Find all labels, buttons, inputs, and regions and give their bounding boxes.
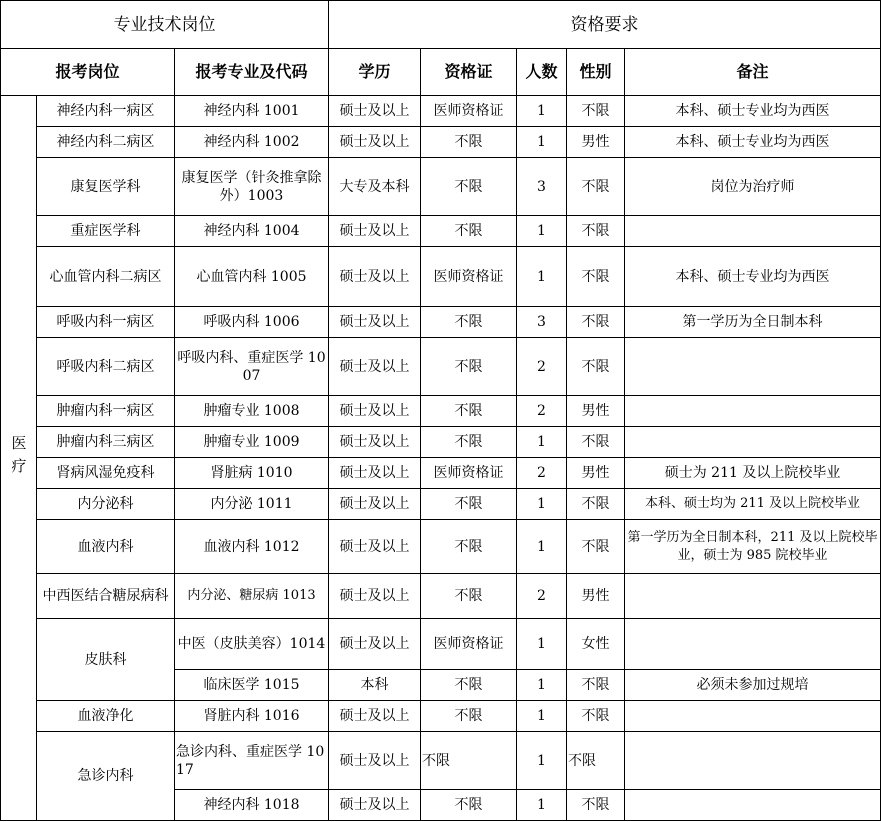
header-technical-positions: 专业技术岗位 [1,1,329,49]
count-cell: 1 [517,427,567,458]
major-cell: 内分泌、糖尿病 1013 [175,574,329,619]
certificate-cell: 不限 [421,790,517,821]
notes-cell [625,396,881,427]
education-cell: 硕士及以上 [329,574,421,619]
count-cell: 1 [517,732,567,790]
major-cell: 呼吸内科、重症医学 1007 [175,338,329,396]
gender-cell: 不限 [567,338,625,396]
major-cell: 康复医学（针灸推拿除外）1003 [175,158,329,216]
count-cell: 3 [517,158,567,216]
gender-cell: 男性 [567,458,625,489]
table-row [1,247,881,307]
position-cell: 皮肤科 [37,619,175,701]
certificate-cell: 医师资格证 [421,458,517,489]
certificate-cell: 不限 [421,127,517,158]
gender-cell: 不限 [567,701,625,732]
education-cell: 硕士及以上 [329,701,421,732]
major-cell: 神经内科 1004 [175,216,329,247]
notes-cell: 本科、硕士专业均为西医 [625,247,881,307]
count-cell: 1 [517,619,567,670]
major-cell: 临床医学 1015 [175,670,329,701]
position-cell: 神经内科一病区 [37,96,175,127]
gender-cell: 男性 [567,574,625,619]
table-row [1,489,881,520]
category-cell: 医疗 [1,96,37,821]
count-cell: 2 [517,574,567,619]
certificate-cell: 不限 [421,158,517,216]
education-cell: 硕士及以上 [329,396,421,427]
notes-cell: 本科、硕士专业均为西医 [625,96,881,127]
header-row-group [1,1,881,49]
position-cell: 康复医学科 [37,158,175,216]
gender-cell: 不限 [567,158,625,216]
major-cell: 血液内科 1012 [175,520,329,574]
header-education: 学历 [329,49,421,96]
notes-cell [625,790,881,821]
count-cell: 2 [517,396,567,427]
position-cell: 重症医学科 [37,216,175,247]
major-cell: 神经内科 1002 [175,127,329,158]
count-cell: 1 [517,127,567,158]
table-row [1,396,881,427]
major-cell: 心血管内科 1005 [175,247,329,307]
certificate-cell: 不限 [421,396,517,427]
education-cell: 硕士及以上 [329,338,421,396]
notes-cell: 硕士为 211 及以上院校毕业 [625,458,881,489]
certificate-cell: 医师资格证 [421,96,517,127]
gender-cell: 男性 [567,396,625,427]
gender-cell: 不限 [567,732,625,790]
notes-cell [625,701,881,732]
gender-cell: 不限 [567,489,625,520]
position-cell: 血液净化 [37,701,175,732]
certificate-cell: 不限 [421,307,517,338]
notes-cell: 本科、硕士均为 211 及以上院校毕业 [625,489,881,520]
notes-cell: 岗位为治疗师 [625,158,881,216]
education-cell: 硕士及以上 [329,247,421,307]
education-cell: 硕士及以上 [329,216,421,247]
education-cell: 硕士及以上 [329,458,421,489]
count-cell: 1 [517,247,567,307]
notes-cell: 第一学历为全日制本科，211 及以上院校毕业，硕士为 985 院校毕业 [625,520,881,574]
major-cell: 内分泌 1011 [175,489,329,520]
certificate-cell: 不限 [421,520,517,574]
gender-cell: 不限 [567,307,625,338]
major-cell: 神经内科 1018 [175,790,329,821]
education-cell: 大专及本科 [329,158,421,216]
certificate-cell: 医师资格证 [421,247,517,307]
header-gender: 性别 [567,49,625,96]
header-position: 报考岗位 [1,49,175,96]
count-cell: 1 [517,216,567,247]
notes-cell [625,427,881,458]
count-cell: 1 [517,790,567,821]
notes-cell [625,619,881,670]
position-cell: 急诊内科 [37,732,175,821]
header-qualification-requirements: 资格要求 [329,1,881,49]
table-row [1,338,881,396]
education-cell: 硕士及以上 [329,619,421,670]
position-cell: 肿瘤内科三病区 [37,427,175,458]
education-cell: 硕士及以上 [329,520,421,574]
gender-cell: 男性 [567,127,625,158]
education-cell: 硕士及以上 [329,427,421,458]
count-cell: 1 [517,670,567,701]
notes-cell: 第一学历为全日制本科 [625,307,881,338]
major-cell: 中医（皮肤美容）1014 [175,619,329,670]
education-cell: 硕士及以上 [329,127,421,158]
notes-cell: 本科、硕士专业均为西医 [625,127,881,158]
certificate-cell: 不限 [421,732,517,790]
certificate-cell: 不限 [421,701,517,732]
count-cell: 1 [517,520,567,574]
gender-cell: 不限 [567,520,625,574]
notes-cell [625,574,881,619]
table-row [1,427,881,458]
count-cell: 2 [517,458,567,489]
table-row [1,216,881,247]
position-cell: 中西医结合糖尿病科 [37,574,175,619]
table-row [1,520,881,574]
certificate-cell: 不限 [421,670,517,701]
education-cell: 硕士及以上 [329,307,421,338]
notes-cell [625,216,881,247]
count-cell: 1 [517,96,567,127]
table-row [1,458,881,489]
table-row [1,158,881,216]
header-row-columns [1,49,881,96]
header-certificate: 资格证 [421,49,517,96]
major-cell: 肾脏内科 1016 [175,701,329,732]
major-cell: 肿瘤专业 1009 [175,427,329,458]
position-cell: 呼吸内科一病区 [37,307,175,338]
position-cell: 内分泌科 [37,489,175,520]
certificate-cell: 医师资格证 [421,619,517,670]
header-major: 报考专业及代码 [175,49,329,96]
certificate-cell: 不限 [421,574,517,619]
table-row [1,732,881,790]
certificate-cell: 不限 [421,216,517,247]
position-cell: 血液内科 [37,520,175,574]
education-cell: 本科 [329,670,421,701]
gender-cell: 不限 [567,96,625,127]
major-cell: 急诊内科、重症医学 1017 [175,732,329,790]
count-cell: 2 [517,338,567,396]
count-cell: 1 [517,701,567,732]
major-cell: 呼吸内科 1006 [175,307,329,338]
position-cell: 神经内科二病区 [37,127,175,158]
count-cell: 3 [517,307,567,338]
education-cell: 硕士及以上 [329,790,421,821]
gender-cell: 女性 [567,619,625,670]
certificate-cell: 不限 [421,427,517,458]
gender-cell: 不限 [567,670,625,701]
header-count: 人数 [517,49,567,96]
position-cell: 心血管内科二病区 [37,247,175,307]
notes-cell: 必须未参加过规培 [625,670,881,701]
gender-cell: 不限 [567,247,625,307]
major-cell: 肿瘤专业 1008 [175,396,329,427]
notes-cell [625,732,881,790]
table-row [1,307,881,338]
table-row [1,96,881,127]
position-cell: 肾病风湿免疫科 [37,458,175,489]
major-cell: 肾脏病 1010 [175,458,329,489]
header-notes: 备注 [625,49,881,96]
notes-cell [625,338,881,396]
education-cell: 硕士及以上 [329,96,421,127]
certificate-cell: 不限 [421,489,517,520]
table-row [1,701,881,732]
table-row [1,127,881,158]
education-cell: 硕士及以上 [329,732,421,790]
count-cell: 1 [517,489,567,520]
education-cell: 硕士及以上 [329,489,421,520]
gender-cell: 不限 [567,427,625,458]
major-cell: 神经内科 1001 [175,96,329,127]
table-row [1,619,881,670]
position-cell: 呼吸内科二病区 [37,338,175,396]
table-row [1,574,881,619]
gender-cell: 不限 [567,216,625,247]
gender-cell: 不限 [567,790,625,821]
certificate-cell: 不限 [421,338,517,396]
position-cell: 肿瘤内科一病区 [37,396,175,427]
